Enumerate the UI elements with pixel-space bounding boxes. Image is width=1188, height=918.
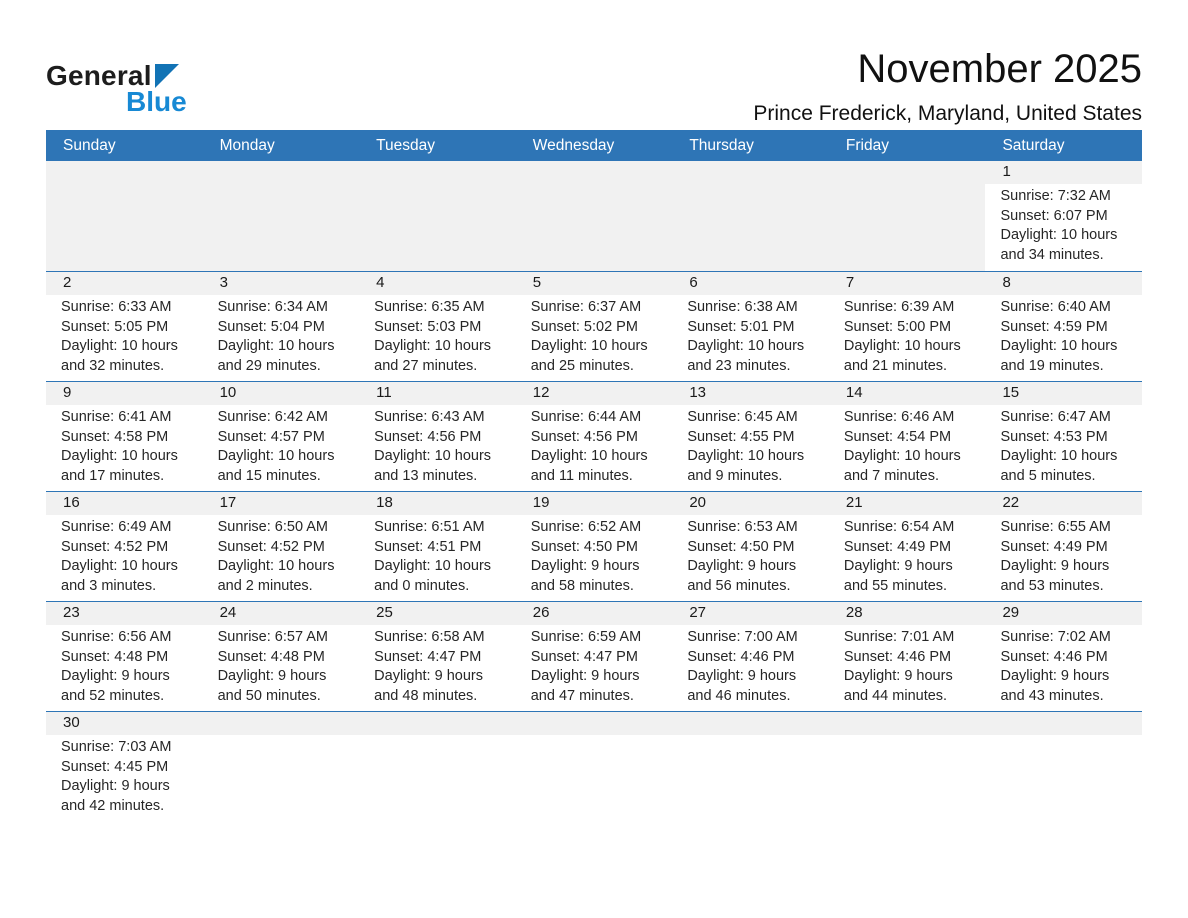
day-sunrise-text: Sunrise: 6:43 AM — [374, 409, 485, 425]
day-sunset-text: Sunset: 5:00 PM — [843, 318, 952, 335]
day-daylight-text: Daylight: 10 hours — [687, 448, 805, 464]
day-daylight-text-cont: and 58 minutes. — [530, 577, 634, 594]
day-daylight-text-cont: and 48 minutes. — [374, 687, 478, 704]
day-sunrise-text: Sunrise: 6:38 AM — [687, 299, 798, 315]
day-details — [985, 405, 1142, 486]
day-cell — [516, 602, 673, 711]
day-sunrise-text: Sunrise: 6:34 AM — [217, 299, 328, 315]
day-sunset-text: Sunset: 4:46 PM — [687, 648, 795, 665]
day-sunset-text: Sunset: 4:54 PM — [843, 428, 952, 445]
empty-day-cell — [359, 161, 516, 271]
day-cell — [985, 602, 1142, 711]
day-cell — [985, 382, 1142, 491]
day-number: 12 — [516, 382, 673, 405]
day-daylight-text-cont: and 29 minutes. — [217, 357, 321, 374]
day-number: 22 — [985, 492, 1142, 515]
day-daylight-text: Daylight: 10 hours — [1000, 227, 1118, 243]
day-details — [829, 515, 986, 596]
location-subtitle: Prince Frederick, Maryland, United States — [753, 102, 1142, 125]
day-sunset-text: Sunset: 4:48 PM — [217, 648, 325, 665]
day-daylight-text: Daylight: 10 hours — [1000, 448, 1118, 464]
day-details — [829, 184, 986, 187]
day-number: 28 — [829, 602, 986, 625]
day-daylight-text-cont: and 9 minutes. — [687, 467, 783, 484]
day-sunset-text: Sunset: 4:47 PM — [374, 648, 482, 665]
empty-day-cell — [359, 712, 516, 821]
day-daylight-text: Daylight: 9 hours — [843, 668, 953, 684]
day-details — [672, 184, 829, 187]
month-title: November 2025 — [857, 47, 1142, 91]
day-daylight-text: Daylight: 10 hours — [530, 338, 648, 354]
day-sunrise-text: Sunrise: 6:46 AM — [843, 409, 955, 425]
day-daylight-text-cont: and 50 minutes. — [217, 687, 321, 704]
day-sunset-text: Sunset: 4:52 PM — [61, 538, 169, 555]
week-row — [46, 601, 1142, 711]
day-cell — [359, 272, 516, 381]
day-sunrise-text: Sunrise: 6:52 AM — [530, 519, 642, 535]
day-details — [516, 625, 673, 706]
week-row — [46, 161, 1142, 271]
day-sunrise-text: Sunrise: 6:54 AM — [843, 519, 955, 535]
day-details — [46, 625, 203, 706]
day-number: 7 — [829, 272, 986, 295]
day-number: 21 — [829, 492, 986, 515]
day-number: 6 — [672, 272, 829, 295]
day-details — [203, 405, 360, 486]
day-sunrise-text: Sunrise: 6:57 AM — [217, 629, 328, 645]
day-cell — [985, 492, 1142, 601]
day-cell — [46, 272, 203, 381]
day-sunset-text: Sunset: 4:46 PM — [1000, 648, 1108, 665]
day-number — [672, 161, 829, 184]
weekday-header-row — [46, 130, 1142, 161]
day-daylight-text: Daylight: 10 hours — [843, 448, 961, 464]
day-number: 29 — [985, 602, 1142, 625]
day-number: 17 — [203, 492, 360, 515]
day-details — [516, 735, 673, 738]
day-daylight-text-cont: and 11 minutes. — [530, 467, 633, 484]
day-sunset-text: Sunset: 5:02 PM — [530, 318, 638, 335]
day-details — [516, 515, 673, 596]
day-sunset-text: Sunset: 4:49 PM — [1000, 538, 1108, 555]
calendar-grid — [46, 161, 1142, 821]
day-sunset-text: Sunset: 5:04 PM — [217, 318, 325, 335]
day-number: 25 — [359, 602, 516, 625]
day-daylight-text-cont: and 43 minutes. — [1000, 687, 1104, 704]
day-sunset-text: Sunset: 5:05 PM — [61, 318, 169, 335]
day-sunrise-text: Sunrise: 6:39 AM — [843, 299, 955, 315]
page-header — [46, 0, 1142, 125]
day-daylight-text: Daylight: 9 hours — [1000, 668, 1110, 684]
day-sunset-text: Sunset: 5:03 PM — [374, 318, 482, 335]
day-number: 11 — [359, 382, 516, 405]
day-daylight-text: Daylight: 9 hours — [1000, 558, 1110, 574]
day-daylight-text-cont: and 19 minutes. — [1000, 357, 1104, 374]
day-details — [672, 735, 829, 738]
day-sunrise-text: Sunrise: 6:47 AM — [1000, 409, 1111, 425]
day-sunset-text: Sunset: 4:59 PM — [1000, 318, 1108, 335]
day-daylight-text-cont: and 15 minutes. — [217, 467, 321, 484]
day-number: 20 — [672, 492, 829, 515]
day-sunset-text: Sunset: 4:50 PM — [687, 538, 795, 555]
weekday-header-thursday: Thursday — [689, 136, 754, 154]
day-cell — [672, 492, 829, 601]
day-cell — [829, 602, 986, 711]
day-details — [985, 515, 1142, 596]
week-row — [46, 271, 1142, 381]
day-number: 3 — [203, 272, 360, 295]
day-daylight-text-cont: and 32 minutes. — [61, 357, 165, 374]
day-daylight-text-cont: and 47 minutes. — [530, 687, 634, 704]
day-cell — [46, 602, 203, 711]
day-details — [672, 515, 829, 596]
day-cell — [516, 382, 673, 491]
day-sunrise-text: Sunrise: 6:55 AM — [1000, 519, 1111, 535]
day-sunset-text: Sunset: 4:55 PM — [687, 428, 795, 445]
week-row — [46, 491, 1142, 601]
day-sunrise-text: Sunrise: 7:03 AM — [61, 739, 172, 755]
day-daylight-text: Daylight: 10 hours — [217, 338, 335, 354]
day-daylight-text: Daylight: 9 hours — [374, 668, 483, 684]
day-details — [359, 735, 516, 738]
day-cell — [829, 272, 986, 381]
day-daylight-text: Daylight: 10 hours — [61, 338, 178, 354]
empty-day-cell — [672, 161, 829, 271]
day-daylight-text-cont: and 23 minutes. — [687, 357, 791, 374]
day-details — [359, 625, 516, 706]
weekday-header-saturday: Saturday — [1002, 136, 1065, 154]
day-sunset-text: Sunset: 4:56 PM — [530, 428, 638, 445]
day-cell — [203, 382, 360, 491]
day-details — [516, 405, 673, 486]
day-sunrise-text: Sunrise: 6:51 AM — [374, 519, 485, 535]
day-daylight-text: Daylight: 9 hours — [530, 668, 640, 684]
day-details — [516, 184, 673, 187]
day-number — [516, 161, 673, 184]
empty-day-cell — [203, 712, 360, 821]
day-daylight-text: Daylight: 10 hours — [217, 448, 335, 464]
weekday-header-friday: Friday — [845, 136, 889, 154]
day-sunset-text: Sunset: 4:50 PM — [530, 538, 638, 555]
day-number: 5 — [516, 272, 673, 295]
weekday-header-wednesday: Wednesday — [532, 136, 615, 154]
weekday-header-tuesday: Tuesday — [376, 136, 436, 154]
day-sunset-text: Sunset: 5:01 PM — [687, 318, 795, 335]
day-daylight-text-cont: and 56 minutes. — [687, 577, 791, 594]
day-number — [203, 161, 360, 184]
day-daylight-text-cont: and 27 minutes. — [374, 357, 478, 374]
day-details — [829, 295, 986, 376]
day-details — [203, 735, 360, 738]
day-number — [46, 161, 203, 184]
day-sunset-text: Sunset: 4:49 PM — [843, 538, 952, 555]
day-details — [985, 295, 1142, 376]
day-cell — [359, 492, 516, 601]
day-sunset-text: Sunset: 6:07 PM — [1000, 207, 1108, 224]
weekday-header-monday: Monday — [219, 136, 275, 154]
day-number — [359, 712, 516, 735]
day-daylight-text: Daylight: 10 hours — [1000, 338, 1118, 354]
day-details — [672, 625, 829, 706]
logo-triangle-icon — [155, 64, 179, 88]
day-cell — [359, 602, 516, 711]
day-daylight-text-cont: and 0 minutes. — [374, 577, 470, 594]
day-number: 18 — [359, 492, 516, 515]
day-number: 30 — [46, 712, 203, 735]
day-sunset-text: Sunset: 4:47 PM — [530, 648, 638, 665]
day-details — [359, 515, 516, 596]
day-daylight-text: Daylight: 10 hours — [61, 448, 178, 464]
day-daylight-text: Daylight: 10 hours — [530, 448, 648, 464]
day-daylight-text-cont: and 13 minutes. — [374, 467, 478, 484]
day-sunrise-text: Sunrise: 6:44 AM — [530, 409, 642, 425]
empty-day-cell — [829, 161, 986, 271]
day-details — [985, 625, 1142, 706]
day-cell — [46, 382, 203, 491]
empty-day-cell — [829, 712, 986, 821]
day-daylight-text: Daylight: 10 hours — [61, 558, 178, 574]
day-daylight-text: Daylight: 9 hours — [61, 778, 170, 794]
day-details — [829, 735, 986, 738]
day-cell — [203, 492, 360, 601]
day-number: 16 — [46, 492, 203, 515]
day-number — [359, 161, 516, 184]
day-number — [829, 712, 986, 735]
day-daylight-text: Daylight: 10 hours — [687, 338, 805, 354]
day-cell — [203, 602, 360, 711]
day-number: 8 — [985, 272, 1142, 295]
day-daylight-text: Daylight: 9 hours — [843, 558, 953, 574]
day-details — [359, 184, 516, 187]
day-cell — [46, 712, 203, 821]
day-sunrise-text: Sunrise: 6:49 AM — [61, 519, 172, 535]
day-cell — [516, 492, 673, 601]
empty-day-cell — [672, 712, 829, 821]
day-cell — [672, 602, 829, 711]
day-daylight-text: Daylight: 10 hours — [374, 338, 492, 354]
day-daylight-text: Daylight: 9 hours — [530, 558, 640, 574]
day-daylight-text-cont: and 3 minutes. — [61, 577, 157, 594]
day-details — [46, 735, 203, 816]
day-daylight-text-cont: and 52 minutes. — [61, 687, 165, 704]
week-row — [46, 711, 1142, 821]
empty-day-cell — [985, 712, 1142, 821]
empty-day-cell — [516, 712, 673, 821]
day-daylight-text: Daylight: 9 hours — [687, 668, 797, 684]
day-sunrise-text: Sunrise: 7:00 AM — [687, 629, 798, 645]
day-sunrise-text: Sunrise: 6:45 AM — [687, 409, 798, 425]
day-cell — [672, 382, 829, 491]
day-daylight-text-cont: and 44 minutes. — [843, 687, 948, 704]
weekday-header-sunday: Sunday — [63, 136, 116, 154]
day-details — [829, 625, 986, 706]
day-sunrise-text: Sunrise: 6:41 AM — [61, 409, 172, 425]
day-sunset-text: Sunset: 4:51 PM — [374, 538, 482, 555]
general-blue-logo — [46, 62, 187, 116]
day-number: 23 — [46, 602, 203, 625]
day-details — [516, 295, 673, 376]
day-daylight-text: Daylight: 9 hours — [61, 668, 170, 684]
day-daylight-text: Daylight: 10 hours — [374, 558, 492, 574]
day-details — [46, 295, 203, 376]
day-number: 2 — [46, 272, 203, 295]
day-number: 9 — [46, 382, 203, 405]
day-details — [359, 295, 516, 376]
day-sunrise-text: Sunrise: 6:59 AM — [530, 629, 642, 645]
logo-text-blue: Blue — [126, 86, 187, 117]
day-sunset-text: Sunset: 4:57 PM — [217, 428, 325, 445]
day-cell — [516, 272, 673, 381]
day-details — [203, 295, 360, 376]
day-daylight-text-cont: and 2 minutes. — [217, 577, 313, 594]
day-number — [829, 161, 986, 184]
day-details — [46, 515, 203, 596]
day-number — [203, 712, 360, 735]
day-daylight-text-cont: and 17 minutes. — [61, 467, 165, 484]
day-details — [359, 405, 516, 486]
day-details — [985, 184, 1142, 265]
day-daylight-text-cont: and 25 minutes. — [530, 357, 634, 374]
day-daylight-text: Daylight: 10 hours — [843, 338, 961, 354]
day-sunrise-text: Sunrise: 6:53 AM — [687, 519, 798, 535]
day-sunset-text: Sunset: 4:58 PM — [61, 428, 169, 445]
day-sunset-text: Sunset: 4:56 PM — [374, 428, 482, 445]
day-sunrise-text: Sunrise: 6:35 AM — [374, 299, 485, 315]
day-number — [516, 712, 673, 735]
day-daylight-text-cont: and 53 minutes. — [1000, 577, 1104, 594]
day-daylight-text: Daylight: 9 hours — [217, 668, 327, 684]
day-details — [203, 625, 360, 706]
day-details — [203, 184, 360, 187]
day-number — [985, 712, 1142, 735]
day-number: 10 — [203, 382, 360, 405]
day-sunrise-text: Sunrise: 7:01 AM — [843, 629, 955, 645]
day-daylight-text-cont: and 46 minutes. — [687, 687, 791, 704]
day-number: 1 — [985, 161, 1142, 184]
empty-day-cell — [46, 161, 203, 271]
empty-day-cell — [516, 161, 673, 271]
day-sunrise-text: Sunrise: 6:33 AM — [61, 299, 172, 315]
day-cell — [829, 382, 986, 491]
day-sunrise-text: Sunrise: 6:40 AM — [1000, 299, 1111, 315]
day-sunrise-text: Sunrise: 7:32 AM — [1000, 188, 1111, 204]
day-sunset-text: Sunset: 4:48 PM — [61, 648, 169, 665]
day-number: 14 — [829, 382, 986, 405]
day-number: 24 — [203, 602, 360, 625]
day-details — [203, 515, 360, 596]
day-details — [985, 735, 1142, 738]
day-details — [46, 405, 203, 486]
day-cell — [203, 272, 360, 381]
day-sunset-text: Sunset: 4:52 PM — [217, 538, 325, 555]
day-sunrise-text: Sunrise: 6:58 AM — [374, 629, 485, 645]
day-details — [672, 405, 829, 486]
day-details — [46, 184, 203, 187]
day-daylight-text-cont: and 42 minutes. — [61, 797, 165, 814]
day-daylight-text: Daylight: 10 hours — [217, 558, 335, 574]
logo-text-general: General — [46, 60, 152, 91]
day-sunrise-text: Sunrise: 6:37 AM — [530, 299, 642, 315]
title-block — [753, 46, 1142, 126]
day-sunset-text: Sunset: 4:53 PM — [1000, 428, 1108, 445]
day-details — [672, 295, 829, 376]
day-sunset-text: Sunset: 4:46 PM — [843, 648, 952, 665]
day-number: 26 — [516, 602, 673, 625]
day-number: 4 — [359, 272, 516, 295]
week-row — [46, 381, 1142, 491]
day-sunrise-text: Sunrise: 6:42 AM — [217, 409, 328, 425]
day-number: 13 — [672, 382, 829, 405]
day-cell — [985, 161, 1142, 271]
day-number — [672, 712, 829, 735]
day-daylight-text-cont: and 55 minutes. — [843, 577, 948, 594]
day-sunrise-text: Sunrise: 6:50 AM — [217, 519, 328, 535]
day-cell — [985, 272, 1142, 381]
day-sunrise-text: Sunrise: 6:56 AM — [61, 629, 172, 645]
day-daylight-text-cont: and 5 minutes. — [1000, 467, 1096, 484]
empty-day-cell — [203, 161, 360, 271]
day-daylight-text: Daylight: 10 hours — [374, 448, 492, 464]
day-number: 19 — [516, 492, 673, 515]
day-cell — [359, 382, 516, 491]
day-daylight-text: Daylight: 9 hours — [687, 558, 797, 574]
day-cell — [46, 492, 203, 601]
day-number: 15 — [985, 382, 1142, 405]
day-details — [829, 405, 986, 486]
day-cell — [829, 492, 986, 601]
day-daylight-text-cont: and 21 minutes. — [843, 357, 948, 374]
day-daylight-text-cont: and 34 minutes. — [1000, 246, 1104, 263]
day-sunset-text: Sunset: 4:45 PM — [61, 758, 169, 775]
day-sunrise-text: Sunrise: 7:02 AM — [1000, 629, 1111, 645]
day-cell — [672, 272, 829, 381]
day-daylight-text-cont: and 7 minutes. — [843, 467, 940, 484]
day-number: 27 — [672, 602, 829, 625]
